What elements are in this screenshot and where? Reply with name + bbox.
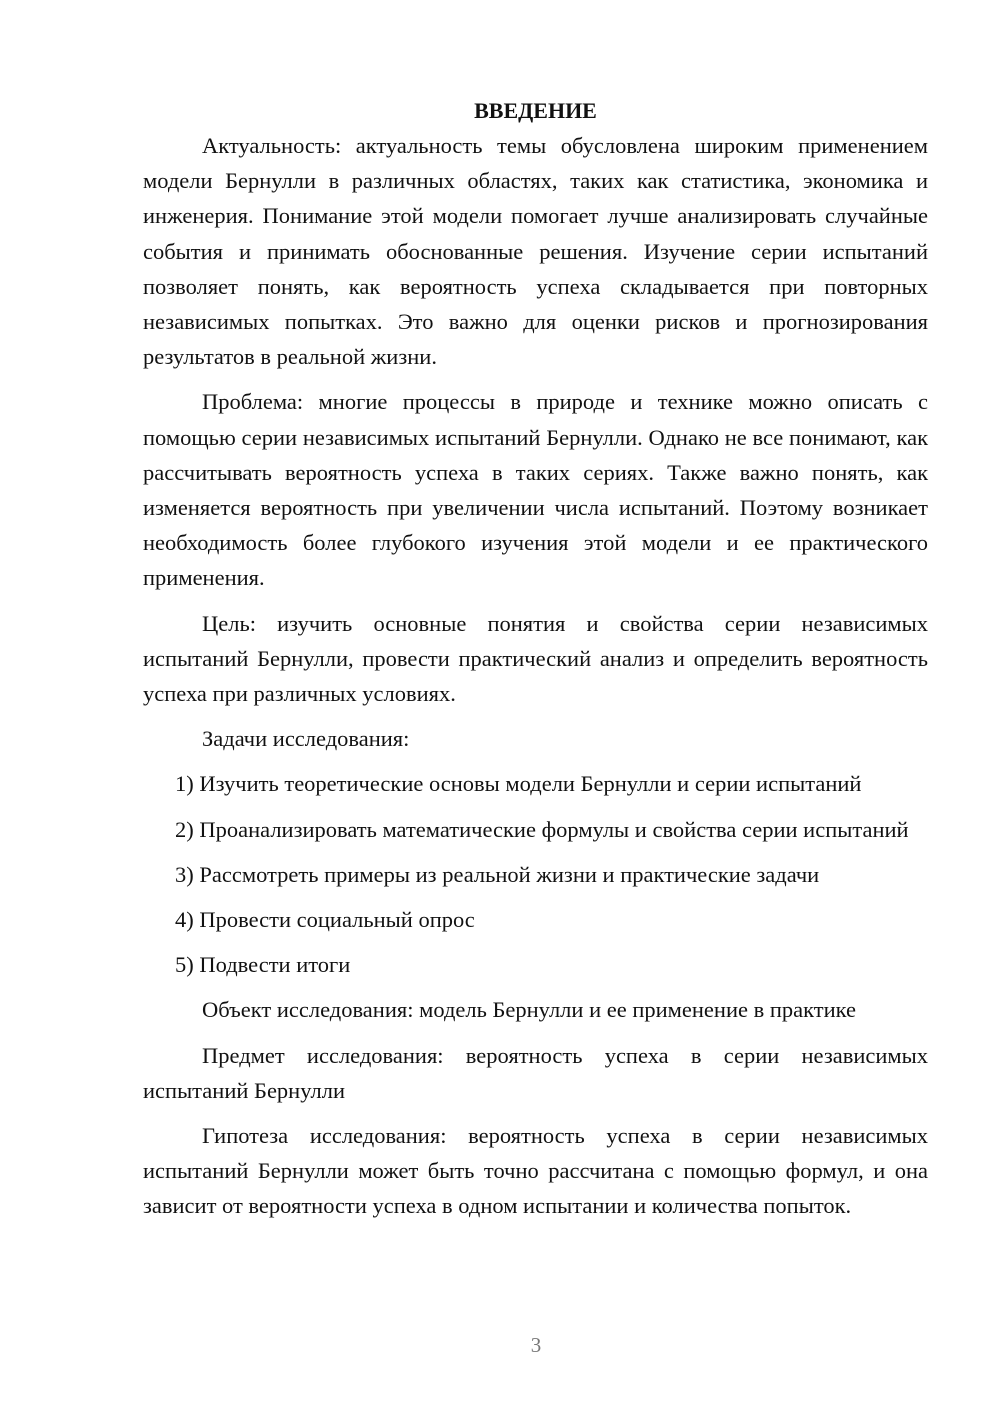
problem-paragraph: Проблема: многие процессы в природе и технике можно описать с помощью серии независимых испытаний Бернулли. Однако не все понимают, как рассчитывать вероятность успеха в таких сериях. Также важно понять, как изменяется вероятность при увеличении числа испытаний. Поэтому возникает необходимость более глубокого изучения этой модели и ее практического применения. <box>143 389 928 591</box>
task-item-3: 3) Рассмотреть примеры из реальной жизни и практические задачи <box>175 861 820 887</box>
task-item-2: 2) Проанализировать математические формулы и свойства серии испытаний <box>175 816 909 842</box>
relevance-paragraph: Актуальность: актуальность темы обусловлена широким применением модели Бернулли в различных областях, таких как статистика, экономика и инженерия. Понимание этой модели помогает лучше анализировать случайные события и принимать обоснованные решения. Изучение серии испытаний позволяет понять, как вероятность успеха складывается при повторных независимых попытках. Это важно для оценки рисков и прогнозирования результатов в реальной жизни. <box>143 133 928 370</box>
page-number: 3 <box>530 1333 542 1357</box>
section-title: ВВЕДЕНИЕ <box>474 98 597 123</box>
task-item-4: 4) Провести социальный опрос <box>175 907 475 933</box>
tasks-heading: Задачи исследования: <box>202 726 410 752</box>
research-object-paragraph: Объект исследования: модель Бернулли и ее применение в практике <box>202 997 857 1023</box>
task-item-1: 1) Изучить теоретические основы модели Бернулли и серии испытаний <box>175 771 862 797</box>
task-item-5: 5) Подвести итоги <box>175 952 351 978</box>
hypothesis-paragraph: Гипотеза исследования: вероятность успеха в серии независимых испытаний Бернулли может быть точно рассчитана с помощью формул, и она зависит от вероятности успеха в одном испытании и количества попыток. <box>143 1123 928 1219</box>
goal-paragraph: Цель: изучить основные понятия и свойства серии независимых испытаний Бернулли, провести практический анализ и определить вероятность успеха при различных условиях. <box>143 610 928 707</box>
research-subject-paragraph: Предмет исследования: вероятность успеха в серии независимых испытаний Бернулли <box>143 1042 928 1103</box>
page-content <box>143 94 928 1234</box>
